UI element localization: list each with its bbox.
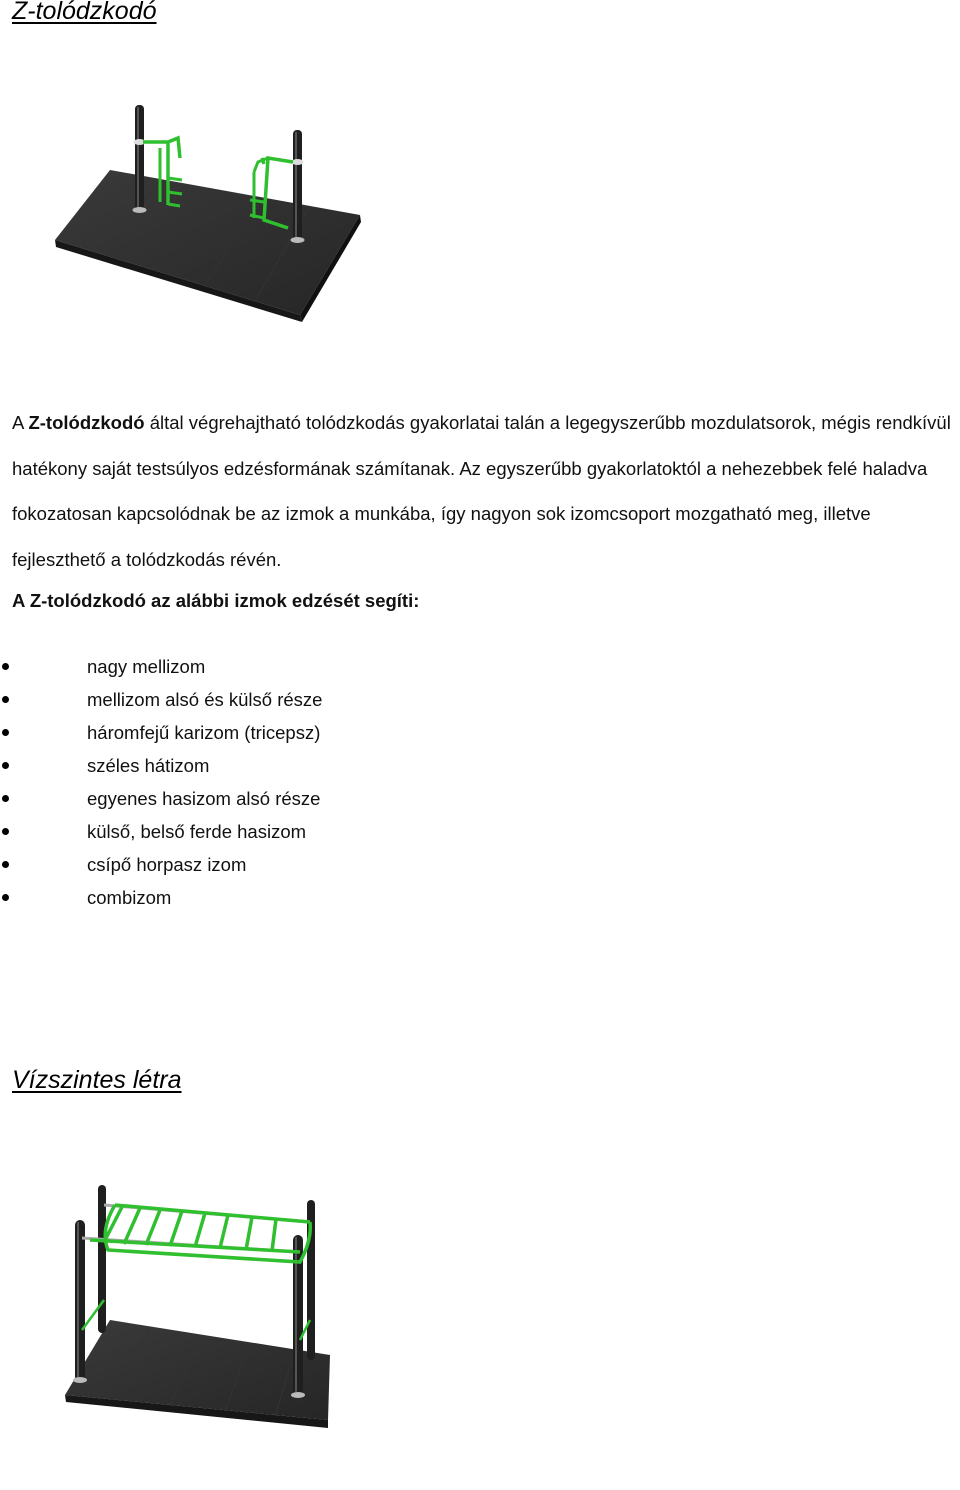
list-item-label: mellizom alsó és külső része xyxy=(87,689,323,710)
list-item-label: csípő horpasz izom xyxy=(87,854,247,875)
section-title-horizontal-ladder: Vízszintes létra xyxy=(12,1066,182,1094)
bullet-icon xyxy=(2,795,9,802)
list-item-label: széles hátizom xyxy=(87,755,210,776)
bullet-icon xyxy=(2,729,9,736)
muscle-list xyxy=(0,650,322,914)
list-item xyxy=(0,815,322,848)
intro-paragraph: A Z-tolódzkodó által végrehajtható tolódzkodás gyakorlatai talán a legegyszerűbb mozdulatsorok, mégis rendkívül hatékony saját testsúlyos edzésformának számítanak. Az egyszerűbb gyakorlatoktól a nehezebbek felé haladva fokozatosan kapcsolódnak be az izmok a munkába, így nagyon sok izomcsoport mozgatható meg, illetve fejleszthető a tolódzkodás révén. xyxy=(12,412,951,570)
bullet-icon xyxy=(2,762,9,769)
z-push-up-equipment-image xyxy=(50,100,370,330)
bullet-icon xyxy=(2,696,9,703)
list-item xyxy=(0,683,322,716)
list-item xyxy=(0,782,322,815)
bullet-icon xyxy=(2,894,9,901)
list-item xyxy=(0,881,322,914)
muscles-subheading: A Z-tolódzkodó az alábbi izmok edzését segíti: xyxy=(12,590,420,611)
list-item-label: háromfejű karizom (tricepsz) xyxy=(87,722,321,743)
bullet-icon xyxy=(2,663,9,670)
list-item-label: egyenes hasizom alsó része xyxy=(87,788,321,809)
list-item xyxy=(0,650,322,683)
equipment-name-bold: Z-tolódzkodó xyxy=(28,412,145,433)
section-title-z-push-up-bar: Z-tolódzkodó xyxy=(12,0,157,25)
list-item xyxy=(0,848,322,881)
list-item-label: nagy mellizom xyxy=(87,656,206,677)
list-item-label: külső, belső ferde hasizom xyxy=(87,821,307,842)
bullet-icon xyxy=(2,861,9,868)
bullet-icon xyxy=(2,828,9,835)
horizontal-ladder-equipment-image xyxy=(60,1180,350,1450)
list-item xyxy=(0,749,322,782)
list-item xyxy=(0,716,322,749)
list-item-label: combizom xyxy=(87,887,172,908)
